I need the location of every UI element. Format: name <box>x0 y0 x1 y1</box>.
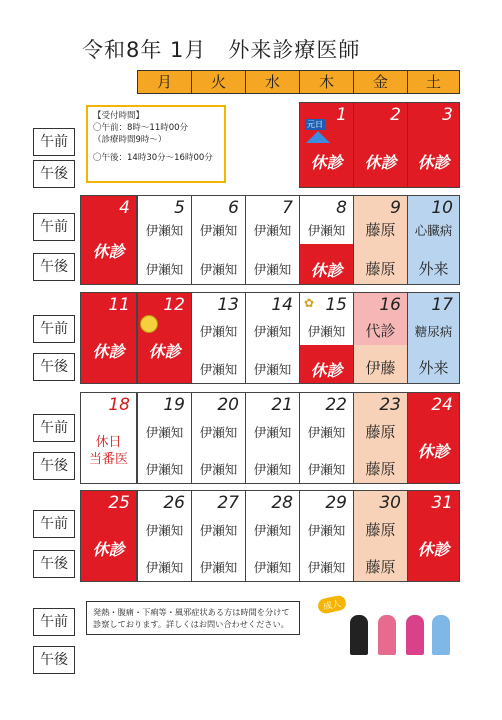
doctor-pm: 伊瀬知 <box>199 262 238 277</box>
day-number: 10 <box>431 198 453 218</box>
person-icon <box>432 615 450 655</box>
label-am: 午前 <box>33 213 75 241</box>
day-number: 26 <box>163 493 185 513</box>
label-pm: 午後 <box>33 646 75 674</box>
doctor-am: 伊瀬知 <box>145 223 184 238</box>
day-number: 17 <box>431 295 453 315</box>
day-cell-28 <box>245 490 300 582</box>
day-cell-23 <box>353 392 408 484</box>
day-number: 20 <box>217 395 239 415</box>
closed-label: 休診 <box>92 242 125 261</box>
day-cell-2 <box>353 102 408 188</box>
day-cell-7 <box>245 195 300 285</box>
label-pm: 午後 <box>33 452 75 480</box>
day-cell-22 <box>299 392 354 484</box>
doctor-pm: 伊瀬知 <box>253 560 292 575</box>
clinic-pm: 外来 <box>418 260 449 278</box>
day-number: 3 <box>442 105 453 125</box>
weekday-thu: 木 <box>299 70 354 94</box>
clinic-am: 心臓病 <box>414 223 453 238</box>
day-number: 22 <box>325 395 347 415</box>
doctor-pm: 伊瀬知 <box>253 362 292 377</box>
day-cell-14 <box>245 292 300 384</box>
doctor-pm: 伊瀬知 <box>199 560 238 575</box>
closed-label: 休診 <box>417 442 450 461</box>
label-pm: 午後 <box>33 550 75 578</box>
closed-label: 休診 <box>310 261 343 280</box>
doctor-pm: 伊瀬知 <box>307 560 346 575</box>
day-number: 6 <box>228 198 239 218</box>
day-number: 28 <box>271 493 293 513</box>
doctor-am: 藤原 <box>365 423 396 441</box>
doctor-pm: 伊瀬知 <box>145 262 184 277</box>
day-cell-17 <box>407 292 460 384</box>
reception-hours-box <box>86 105 226 183</box>
footer-notice: 発熱・腹痛・下痢等・風邪症状ある方は時間を分けて診察しております。詳しくはお問い合わせください。 <box>86 601 300 635</box>
notice-heading: 【受付時間】 <box>93 111 145 121</box>
doctor-am: 代診 <box>365 322 396 340</box>
label-pm: 午後 <box>33 353 75 381</box>
day-cell-31 <box>407 490 460 582</box>
doctor-am: 伊瀬知 <box>307 523 346 538</box>
day-number: 11 <box>108 295 130 315</box>
doctor-am: 伊瀬知 <box>253 425 292 440</box>
closed-label: 休診 <box>417 153 450 172</box>
doctor-pm: 藤原 <box>365 260 396 278</box>
doctor-pm: 伊瀬知 <box>253 262 292 277</box>
closed-label: 休診 <box>364 153 397 172</box>
label-pm: 午後 <box>33 253 75 281</box>
doctor-pm: 伊瀬知 <box>199 362 238 377</box>
day-cell-9 <box>353 195 408 285</box>
day-cell-20 <box>191 392 246 484</box>
day-cell-30 <box>353 490 408 582</box>
day-cell-11 <box>80 292 137 384</box>
weekday-wed: 水 <box>245 70 300 94</box>
notice-am-note: （診療時間9時～） <box>93 135 167 145</box>
weekday-mon: 月 <box>137 70 192 94</box>
doctor-am: 伊瀬知 <box>307 425 346 440</box>
mount-fuji-icon <box>306 131 330 143</box>
day-number: 8 <box>336 198 347 218</box>
day-number: 9 <box>390 198 401 218</box>
doctor-am: 伊瀬知 <box>253 324 292 339</box>
day-number: 30 <box>379 493 401 513</box>
day-number: 14 <box>271 295 293 315</box>
day-cell-25 <box>80 490 137 582</box>
day-cell-19 <box>137 392 192 484</box>
weekday-sat: 土 <box>407 70 460 94</box>
clinic-pm: 外来 <box>418 359 449 377</box>
day-number: 12 <box>163 295 185 315</box>
doctor-pm: 藤原 <box>365 460 396 478</box>
day-number: 5 <box>174 198 185 218</box>
doctor-am: 伊瀬知 <box>307 324 346 339</box>
day-number: 19 <box>163 395 185 415</box>
day-number: 24 <box>431 395 453 415</box>
day-number: 15 <box>325 295 347 315</box>
doctor-pm: 伊瀬知 <box>145 462 184 477</box>
doctor-am: 伊瀬知 <box>199 425 238 440</box>
plum-blossom-icon: ✿ <box>304 296 315 310</box>
day-cell-12 <box>137 292 192 384</box>
day-number: 1 <box>336 105 347 125</box>
day-cell-27 <box>191 490 246 582</box>
day-number: 7 <box>282 198 293 218</box>
doctor-am: 伊瀬知 <box>199 324 238 339</box>
person-icon <box>350 615 368 655</box>
new-year-label: 元日 <box>307 120 323 129</box>
day-cell-10 <box>407 195 460 285</box>
day-cell-18 <box>80 392 137 484</box>
closed-label: 休診 <box>310 153 343 172</box>
day-number: 27 <box>217 493 239 513</box>
day-number: 13 <box>217 295 239 315</box>
day-cell-16 <box>353 292 408 384</box>
day-cell-29 <box>299 490 354 582</box>
doctor-am: 伊瀬知 <box>145 425 184 440</box>
day-cell-6 <box>191 195 246 285</box>
holiday-duty-label: 当番医 <box>88 452 128 467</box>
holiday-duty-label: 休日 <box>95 435 122 450</box>
day-cell-24 <box>407 392 460 484</box>
day-number: 23 <box>379 395 401 415</box>
doctor-pm: 藤原 <box>365 558 396 576</box>
day-number: 25 <box>108 493 130 513</box>
day-cell-8 <box>299 195 354 285</box>
coming-of-age-illustration <box>318 597 458 667</box>
person-icon <box>378 615 396 655</box>
label-am: 午前 <box>33 414 75 442</box>
closed-label: 休診 <box>148 342 181 361</box>
seijin-badge: 成人 <box>317 594 348 614</box>
day-number: 2 <box>390 105 401 125</box>
label-am: 午前 <box>33 315 75 343</box>
doctor-am: 伊瀬知 <box>253 523 292 538</box>
day-number: 21 <box>271 395 293 415</box>
page-title: 令和8年 1月 外来診療医師 <box>82 38 361 62</box>
day-cell-26 <box>137 490 192 582</box>
doctor-pm: 伊瀬知 <box>145 560 184 575</box>
day-number: 31 <box>431 493 453 513</box>
closed-label: 休診 <box>417 540 450 559</box>
day-cell-15 <box>299 292 354 384</box>
doctor-am: 伊瀬知 <box>307 223 346 238</box>
day-cell-3 <box>407 102 460 188</box>
day-cell-13 <box>191 292 246 384</box>
label-am: 午前 <box>33 510 75 538</box>
doctor-am: 藤原 <box>365 221 396 239</box>
label-am: 午前 <box>33 128 75 156</box>
doctor-am: 伊瀬知 <box>145 523 184 538</box>
coming-of-age-icon <box>140 315 158 333</box>
day-cell-5 <box>137 195 192 285</box>
notice-pm: 〇午後：14時30分～16時00分 <box>93 153 213 163</box>
clinic-am: 糖尿病 <box>414 324 453 339</box>
day-number: 29 <box>325 493 347 513</box>
day-number: 16 <box>379 295 401 315</box>
doctor-pm: 伊瀬知 <box>307 462 346 477</box>
doctor-am: 藤原 <box>365 521 396 539</box>
day-cell-4 <box>80 195 137 285</box>
day-cell-1 <box>299 102 354 188</box>
notice-am: 〇午前：8時～11時00分 <box>93 123 189 133</box>
doctor-am: 伊瀬知 <box>199 523 238 538</box>
day-cell-21 <box>245 392 300 484</box>
weekday-tue: 火 <box>191 70 246 94</box>
day-number: 18 <box>108 395 130 415</box>
closed-label: 休診 <box>92 342 125 361</box>
person-icon <box>406 615 424 655</box>
label-pm: 午後 <box>33 160 75 188</box>
doctor-pm: 伊瀬知 <box>199 462 238 477</box>
doctor-am: 伊瀬知 <box>199 223 238 238</box>
day-number: 4 <box>119 198 130 218</box>
weekday-fri: 金 <box>353 70 408 94</box>
closed-label: 休診 <box>92 540 125 559</box>
closed-label: 休診 <box>310 361 343 380</box>
doctor-pm: 伊瀬知 <box>253 462 292 477</box>
doctor-am: 伊瀬知 <box>253 223 292 238</box>
doctor-pm: 伊藤 <box>365 359 396 377</box>
label-am: 午前 <box>33 608 75 636</box>
